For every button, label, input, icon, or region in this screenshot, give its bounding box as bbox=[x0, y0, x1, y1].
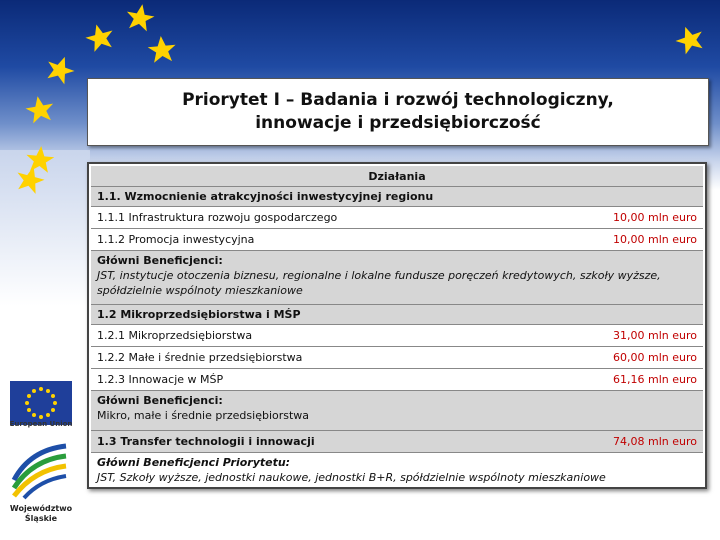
row-amount: 10,00 mln euro bbox=[613, 233, 697, 246]
row-label: 1.1.2 Promocja inwestycyjna bbox=[97, 233, 255, 246]
beneficiaries-title: Główni Beneficjenci: bbox=[97, 254, 223, 267]
table-row bbox=[91, 324, 703, 346]
row-label: 1.2.1 Mikroprzedsiębiorstwa bbox=[97, 329, 253, 342]
priority-beneficiaries bbox=[91, 452, 703, 487]
beneficiaries-title: Główni Beneficjenci Priorytetu: bbox=[97, 456, 291, 469]
actions-table bbox=[87, 162, 707, 489]
beneficiaries-text: JST, Szkoły wyższe, jednostki naukowe, jednostki B+R, spółdzielnie wspólnoty mieszkaniowe bbox=[97, 471, 606, 484]
section-1-2-beneficiaries bbox=[91, 390, 703, 430]
row-label: 1.1.1 Infrastruktura rozwoju gospodarczego bbox=[97, 211, 338, 224]
row-label: 1.2.3 Innowacje w MŚP bbox=[97, 373, 224, 386]
row-label: 1.3 Transfer technologii i innowacji bbox=[97, 435, 315, 448]
table-row bbox=[91, 228, 703, 250]
silesia-logo bbox=[10, 440, 70, 500]
section-1-1-beneficiaries bbox=[91, 250, 703, 304]
section-1-1-title: 1.1. Wzmocnienie atrakcyjności inwestycyjnej regionu bbox=[91, 186, 703, 206]
eu-label: European Union bbox=[9, 420, 73, 428]
beneficiaries-text: Mikro, małe i średnie przedsiębiorstwa bbox=[97, 409, 310, 422]
silesia-label bbox=[2, 504, 80, 524]
row-amount: 60,00 mln euro bbox=[613, 351, 697, 364]
table-row bbox=[91, 206, 703, 228]
row-label: 1.2.2 Małe i średnie przedsiębiorstwa bbox=[97, 351, 303, 364]
silesia-label-line-1: Województwo bbox=[9, 504, 73, 513]
row-amount: 61,16 mln euro bbox=[613, 373, 697, 386]
page-title bbox=[182, 89, 614, 135]
row-amount: 31,00 mln euro bbox=[613, 329, 697, 342]
row-amount: 74,08 mln euro bbox=[613, 435, 697, 448]
row-amount: 10,00 mln euro bbox=[613, 211, 697, 224]
beneficiaries-title: Główni Beneficjenci: bbox=[97, 394, 223, 407]
table-header: Działania bbox=[91, 166, 703, 186]
beneficiaries-text: JST, instytucje otoczenia biznesu, regionalne i lokalne fundusze poręczeń kredytowych, szkoły wyższe, spółdzielnie wspólnoty mieszkaniowe bbox=[97, 269, 661, 297]
section-1-2-title: 1.2 Mikroprzedsiębiorstwa i MŚP bbox=[91, 304, 703, 324]
silesia-label-line-2: Śląskie bbox=[24, 514, 58, 523]
table-row bbox=[91, 346, 703, 368]
title-line-1: Priorytet I – Badania i rozwój technologiczny, bbox=[182, 90, 614, 110]
title-line-2: innowacje i przedsiębiorczość bbox=[255, 113, 541, 133]
eu-flag-logo bbox=[10, 381, 72, 425]
table-row bbox=[91, 368, 703, 390]
section-1-3-title bbox=[91, 430, 703, 452]
title-box bbox=[87, 78, 709, 146]
